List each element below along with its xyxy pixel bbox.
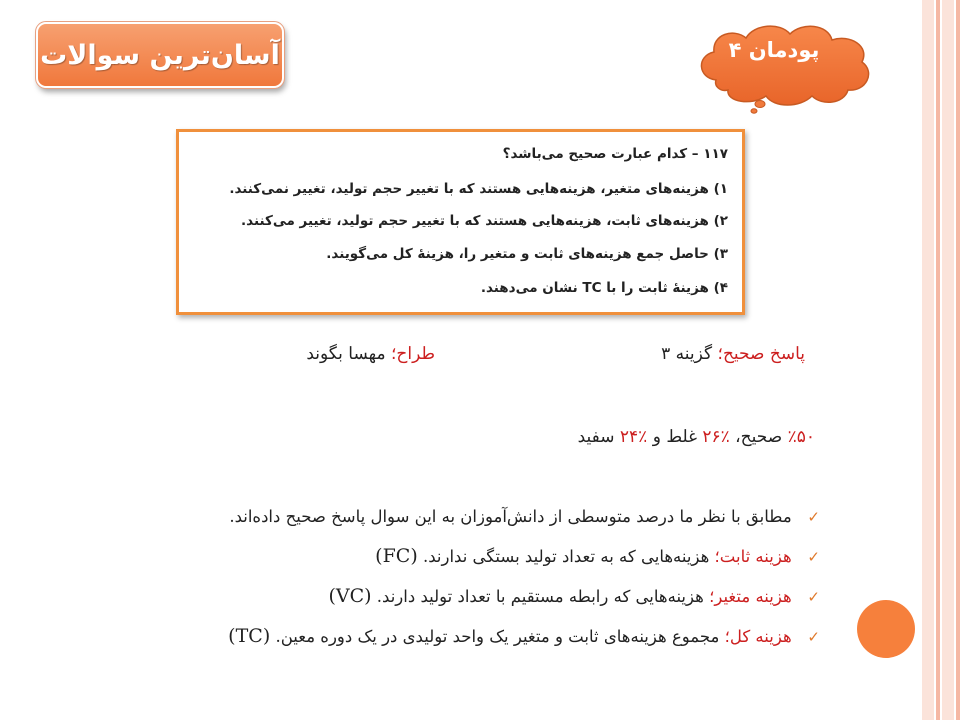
answer-value: گزینه ۳ <box>661 344 718 364</box>
designer-label: طراح؛ <box>390 344 435 364</box>
question-box <box>176 129 745 315</box>
question-option-1: ۱) هزینه‌های متغیر، هزینه‌هایی هستند که با تغییر حجم تولید، تغییر نمی‌کنند. <box>229 181 728 197</box>
cloud-badge-shape <box>694 22 874 114</box>
stat-blank-pct: ٪۲۴ <box>619 427 648 447</box>
decorative-stripes <box>922 0 960 720</box>
answer-label: پاسخ صحیح؛ <box>717 344 805 364</box>
designer-line <box>306 344 435 364</box>
stat-wrong-pct: ٪۲۶ <box>702 427 730 447</box>
question-stem: ۱۱۷ – کدام عبارت صحیح می‌باشد؟ <box>502 146 728 162</box>
bullet-item <box>328 585 820 607</box>
bullet-label: هزینه ثابت؛ <box>714 547 792 566</box>
stat-correct-text: صحیح، <box>729 427 788 447</box>
bullet-item <box>375 545 820 567</box>
check-icon: ✓ <box>807 588 820 606</box>
bullet-abbr: (FC) <box>375 545 418 567</box>
bullet-item <box>229 507 820 526</box>
check-icon: ✓ <box>807 628 820 646</box>
answer-line <box>661 344 805 364</box>
bullet-abbr: (VC) <box>328 585 372 607</box>
stat-wrong-text: غلط و <box>647 427 703 447</box>
bullet-label: هزینه متغیر؛ <box>709 587 792 606</box>
bullet-text: مطابق با نظر ما درصد متوسطی از دانش‌آموزان به این سوال پاسخ صحیح داده‌اند. <box>229 507 792 526</box>
slide-title-box <box>36 22 284 88</box>
check-icon: ✓ <box>807 508 820 526</box>
question-option-4: ۴) هزینهٔ ثابت را با TC نشان می‌دهند. <box>480 280 728 296</box>
stats-line <box>578 427 815 447</box>
module-badge: پودمان ۴ <box>728 38 820 62</box>
designer-name: مهسا بگوند <box>306 344 391 364</box>
bullet-label: هزینه کل؛ <box>724 627 792 646</box>
check-icon: ✓ <box>807 548 820 566</box>
bullet-text: هزینه‌هایی که به تعداد تولید بستگی ندارند. <box>417 547 715 566</box>
bullet-abbr: (TC) <box>228 625 271 647</box>
bullet-text: هزینه‌هایی که رابطه مستقیم با تعداد تولید دارند. <box>371 587 710 606</box>
slide-title: آسان‌ترین سوالات <box>40 39 280 71</box>
bullet-item <box>228 625 820 647</box>
question-option-3: ۳) حاصل جمع هزینه‌های ثابت و متغیر را، هزینهٔ کل می‌گویند. <box>326 246 728 262</box>
bullet-text: مجموع هزینه‌های ثابت و متغیر یک واحد تولیدی در یک دوره معین. <box>270 627 725 646</box>
stat-blank-text: سفید <box>577 427 620 447</box>
decorative-circle <box>857 600 915 658</box>
stat-correct-pct: ٪۵۰ <box>787 427 815 447</box>
question-option-2: ۲) هزینه‌های ثابت، هزینه‌هایی هستند که با تغییر حجم تولید، تغییر می‌کنند. <box>241 213 728 229</box>
